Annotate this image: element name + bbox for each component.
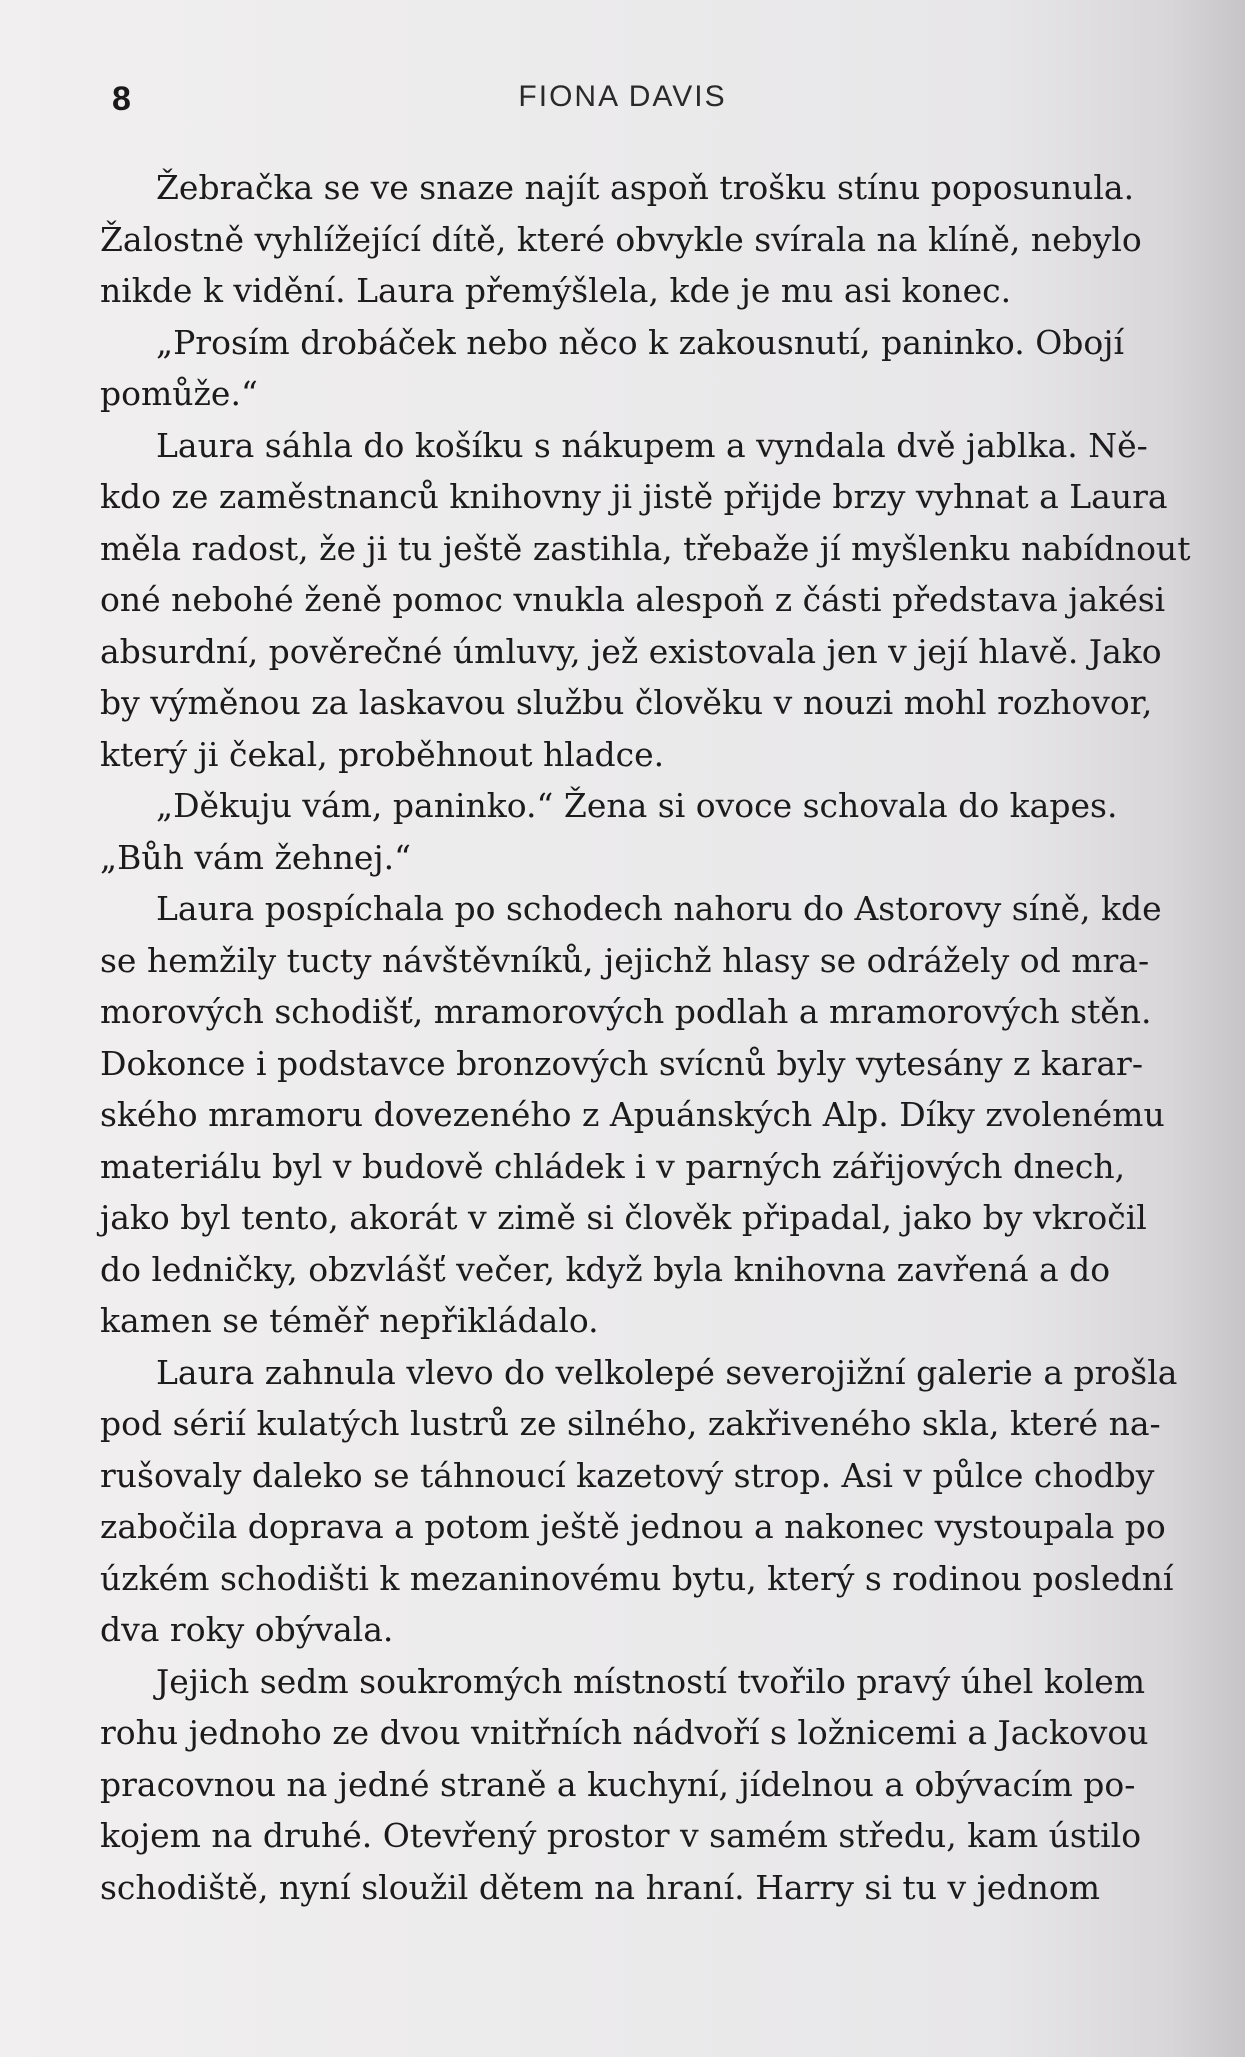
text-line: ského mramoru dovezeného z Apuánských Alp. Díky zvolenému: [100, 1095, 1165, 1134]
text-line: dva roky obývala.: [100, 1610, 394, 1649]
text-line: úzkém schodišti k mezaninovému bytu, který s rodinou poslední: [100, 1558, 1174, 1598]
text-line: kojem na druhé. Otevřený prostor v samém středu, kam ústilo: [100, 1816, 1142, 1855]
text-line: oné nebohé ženě pomoc vnukla alespoň z části představa jakési: [100, 580, 1166, 619]
paragraph: [100, 420, 1191, 781]
paragraph: [100, 162, 1142, 317]
text-line: pomůže.“: [100, 374, 258, 413]
text-line: zabočila doprava a potom ještě jednou a nakonec vystoupala po: [100, 1507, 1166, 1546]
text-line: který ji čekal, proběhnout hladce.: [100, 734, 665, 774]
text-line: rušovaly daleko se táhnoucí kazetový strop. Asi v půlce chodby: [100, 1455, 1155, 1495]
text-line: Dokonce i podstavce bronzových svícnů byly vytesány z karar-: [100, 1043, 1143, 1083]
paragraph: [100, 1347, 1178, 1656]
paragraph: [100, 1656, 1149, 1914]
text-line: do ledničky, obzvlášť večer, když byla knihovna zavřená a do: [100, 1249, 1111, 1289]
text-line: Laura zahnula vlevo do velkolepé severojižní galerie a prošla: [156, 1352, 1178, 1392]
text-line: Žebračka se ve snaze najít aspoň trošku stínu poposunula.: [156, 168, 1135, 207]
text-line: kamen se téměř nepřikládalo.: [100, 1301, 599, 1340]
text-line: Laura pospíchala po schodech nahoru do Astorovy síně, kde: [156, 889, 1162, 928]
running-head-author: FIONA DAVIS: [518, 80, 727, 113]
paragraph: [100, 317, 1125, 420]
text-line: pracovnou na jedné straně a kuchyní, jídelnou a obývacím po-: [100, 1764, 1136, 1804]
text-line: Laura sáhla do košíku s nákupem a vyndala dvě jablka. Ně-: [156, 425, 1148, 465]
text-line: by výměnou za laskavou službu člověku v nouzi mohl rozhovor,: [100, 683, 1153, 722]
text-line: „Prosím drobáček nebo něco k zakousnutí, paninko. Obojí: [156, 322, 1125, 362]
text-line: Žalostně vyhlížející dítě, které obvykle svírala na klíně, nebylo: [100, 219, 1142, 259]
text-line: Jejich sedm soukromých místností tvořilo pravý úhel kolem: [156, 1661, 1146, 1701]
text-line: se hemžily tucty návštěvníků, jejichž hlasy se odrážely od mra-: [100, 940, 1150, 980]
page-number: 8: [112, 80, 131, 118]
text-line: pod sérií kulatých lustrů ze silného, zakřiveného skla, které na-: [100, 1404, 1161, 1443]
text-line: „Děkuju vám, paninko.“ Žena si ovoce schovala do kapes.: [156, 786, 1118, 825]
text-line: absurdní, pověrečné úmluvy, jež existovala jen v její hlavě. Jako: [100, 631, 1162, 671]
text-line: nikde k vidění. Laura přemýšlela, kde je mu asi konec.: [100, 271, 1012, 310]
text-line: měla radost, že ji tu ještě zastihla, třebaže jí myšlenku nabídnout: [100, 528, 1191, 568]
paragraph: [100, 780, 1118, 883]
text-line: schodiště, nyní sloužil dětem na hraní. Harry si tu v jednom: [100, 1867, 1100, 1907]
text-line: jako byl tento, akorát v zimě si člověk připadal, jako by vkročil: [100, 1198, 1147, 1237]
text-line: kdo ze zaměstnanců knihovny ji jistě přijde brzy vyhnat a Laura: [100, 477, 1168, 516]
text-line: „Bůh vám žehnej.“: [100, 837, 411, 877]
text-line: materiálu byl v budově chládek i v parných zářijových dnech,: [100, 1146, 1126, 1186]
text-line: morových schodišť, mramorových podlah a mramorových stěn.: [100, 992, 1152, 1031]
text-line: rohu jednoho ze dvou vnitřních nádvoří s ložnicemi a Jackovou: [100, 1713, 1149, 1752]
paragraph: [100, 883, 1165, 1347]
body-text: [100, 162, 1191, 1913]
